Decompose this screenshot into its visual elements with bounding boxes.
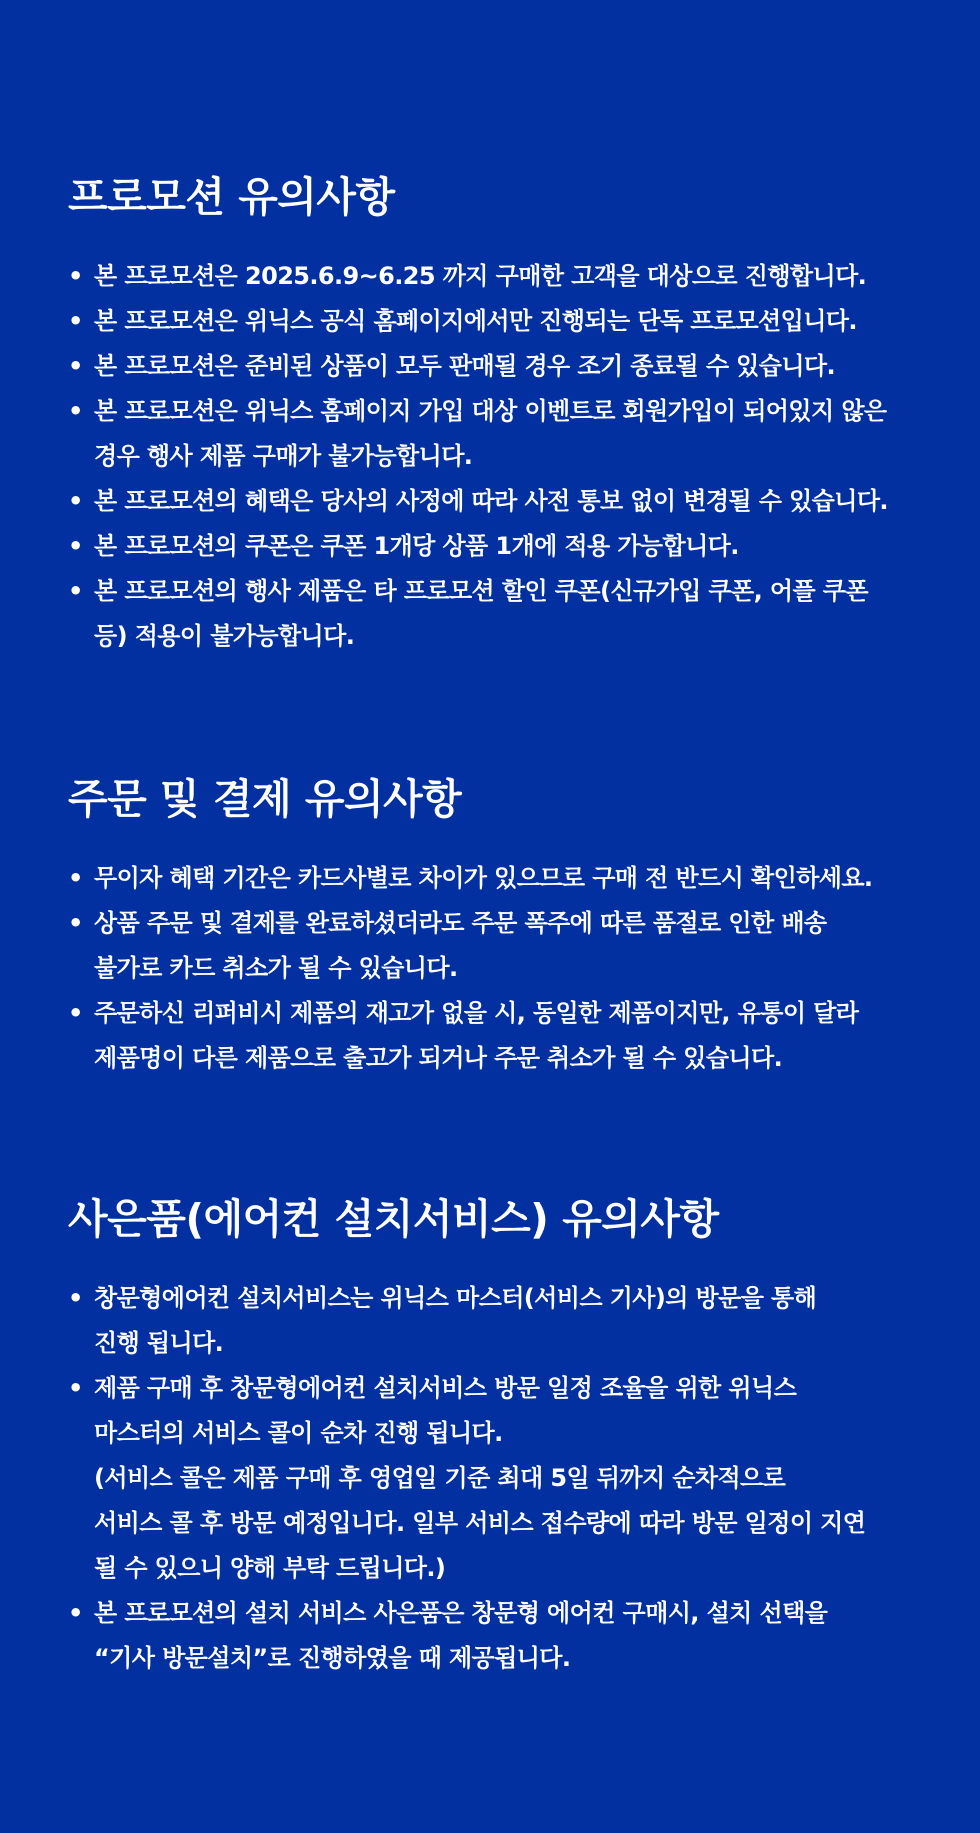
notice-item: [68, 344, 938, 389]
notice-text: 진행 됩니다.: [94, 1329, 224, 1357]
promotion-notice-section: [68, 168, 938, 659]
bullet-icon: •: [68, 352, 83, 380]
notice-text: 서비스 콜 후 방문 예정입니다. 일부 서비스 접수량에 따라 방문 일정이 지연: [94, 1509, 866, 1537]
notice-text: 상품 주문 및 결제를 완료하셨더라도 주문 폭주에 따른 품절로 인한 배송: [94, 909, 827, 937]
notice-text: 본 프로모션의 쿠폰은 쿠폰 1개당 상품 1개에 적용 가능합니다.: [94, 532, 739, 560]
notice-text: 경우 행사 제품 구매가 불가능합니다.: [94, 442, 473, 470]
notice-item: [68, 991, 938, 1081]
notice-text: 본 프로모션의 설치 서비스 사은품은 창문형 에어컨 구매시, 설치 선택을: [94, 1599, 828, 1627]
bullet-icon: •: [68, 909, 83, 937]
order-payment-notice-section: [68, 770, 938, 1081]
notice-text: 본 프로모션은 2025.6.9~6.25 까지 구매한 고객을 대상으로 진행합니다.: [94, 262, 867, 290]
bullet-icon: •: [68, 864, 83, 892]
notice-text: 본 프로모션의 혜택은 당사의 사정에 따라 사전 통보 없이 변경될 수 있습니다.: [94, 487, 888, 515]
notice-text: 마스터의 서비스 콜이 순차 진행 됩니다.: [94, 1419, 503, 1447]
notice-text: 본 프로모션의 행사 제품은 타 프로모션 할인 쿠폰(신규가입 쿠폰, 어플 쿠폰: [94, 577, 868, 605]
notice-text: 본 프로모션은 위닉스 홈페이지 가입 대상 이벤트로 회원가입이 되어있지 않은: [94, 397, 887, 425]
notice-list: [68, 1276, 938, 1681]
notice-item: [68, 299, 938, 344]
section-title: 사은품(에어컨 설치서비스) 유의사항: [68, 1195, 719, 1243]
notice-item: [68, 569, 938, 659]
notice-item: [68, 479, 938, 524]
section-title: 주문 및 결제 유의사항: [68, 775, 462, 823]
notice-item: [68, 254, 938, 299]
notice-text: 될 수 있으니 양해 부탁 드립니다.): [94, 1554, 446, 1582]
notice-text: (서비스 콜은 제품 구매 후 영업일 기준 최대 5일 뒤까지 순차적으로: [94, 1464, 786, 1492]
notice-text: 등) 적용이 불가능합니다.: [94, 622, 355, 650]
notice-list: [68, 254, 938, 659]
notice-item: [68, 1366, 938, 1591]
notice-text: 불가로 카드 취소가 될 수 있습니다.: [94, 954, 458, 982]
notice-text: 제품 구매 후 창문형에어컨 설치서비스 방문 일정 조율을 위한 위닉스: [94, 1374, 797, 1402]
bullet-icon: •: [68, 999, 83, 1027]
bullet-icon: •: [68, 307, 83, 335]
bullet-icon: •: [68, 262, 83, 290]
bullet-icon: •: [68, 1284, 83, 1312]
notice-item: [68, 1276, 938, 1366]
notice-item: [68, 901, 938, 991]
notice-text: 주문하신 리퍼비시 제품의 재고가 없을 시, 동일한 제품이지만, 유통이 달라: [94, 999, 859, 1027]
notice-item: [68, 524, 938, 569]
bullet-icon: •: [68, 487, 83, 515]
notice-item: [68, 856, 938, 901]
notice-text: 무이자 혜택 기간은 카드사별로 차이가 있으므로 구매 전 반드시 확인하세요.: [94, 864, 873, 892]
notice-text: 본 프로모션은 위닉스 공식 홈페이지에서만 진행되는 단독 프로모션입니다.: [94, 307, 857, 335]
bullet-icon: •: [68, 532, 83, 560]
gift-install-service-notice-section: [68, 1190, 938, 1681]
notice-text: “기사 방문설치”로 진행하였을 때 제공됩니다.: [94, 1644, 571, 1672]
bullet-icon: •: [68, 1599, 83, 1627]
bullet-icon: •: [68, 577, 83, 605]
bullet-icon: •: [68, 1374, 83, 1402]
notice-text: 본 프로모션은 준비된 상품이 모두 판매될 경우 조기 종료될 수 있습니다.: [94, 352, 836, 380]
section-title: 프로모션 유의사항: [68, 173, 395, 221]
notice-text: 제품명이 다른 제품으로 출고가 되거나 주문 취소가 될 수 있습니다.: [94, 1044, 783, 1072]
notice-list: [68, 856, 938, 1081]
notice-item: [68, 1591, 938, 1681]
bullet-icon: •: [68, 397, 83, 425]
notice-text: 창문형에어컨 설치서비스는 위닉스 마스터(서비스 기사)의 방문을 통해: [94, 1284, 817, 1312]
notice-item: [68, 389, 938, 479]
